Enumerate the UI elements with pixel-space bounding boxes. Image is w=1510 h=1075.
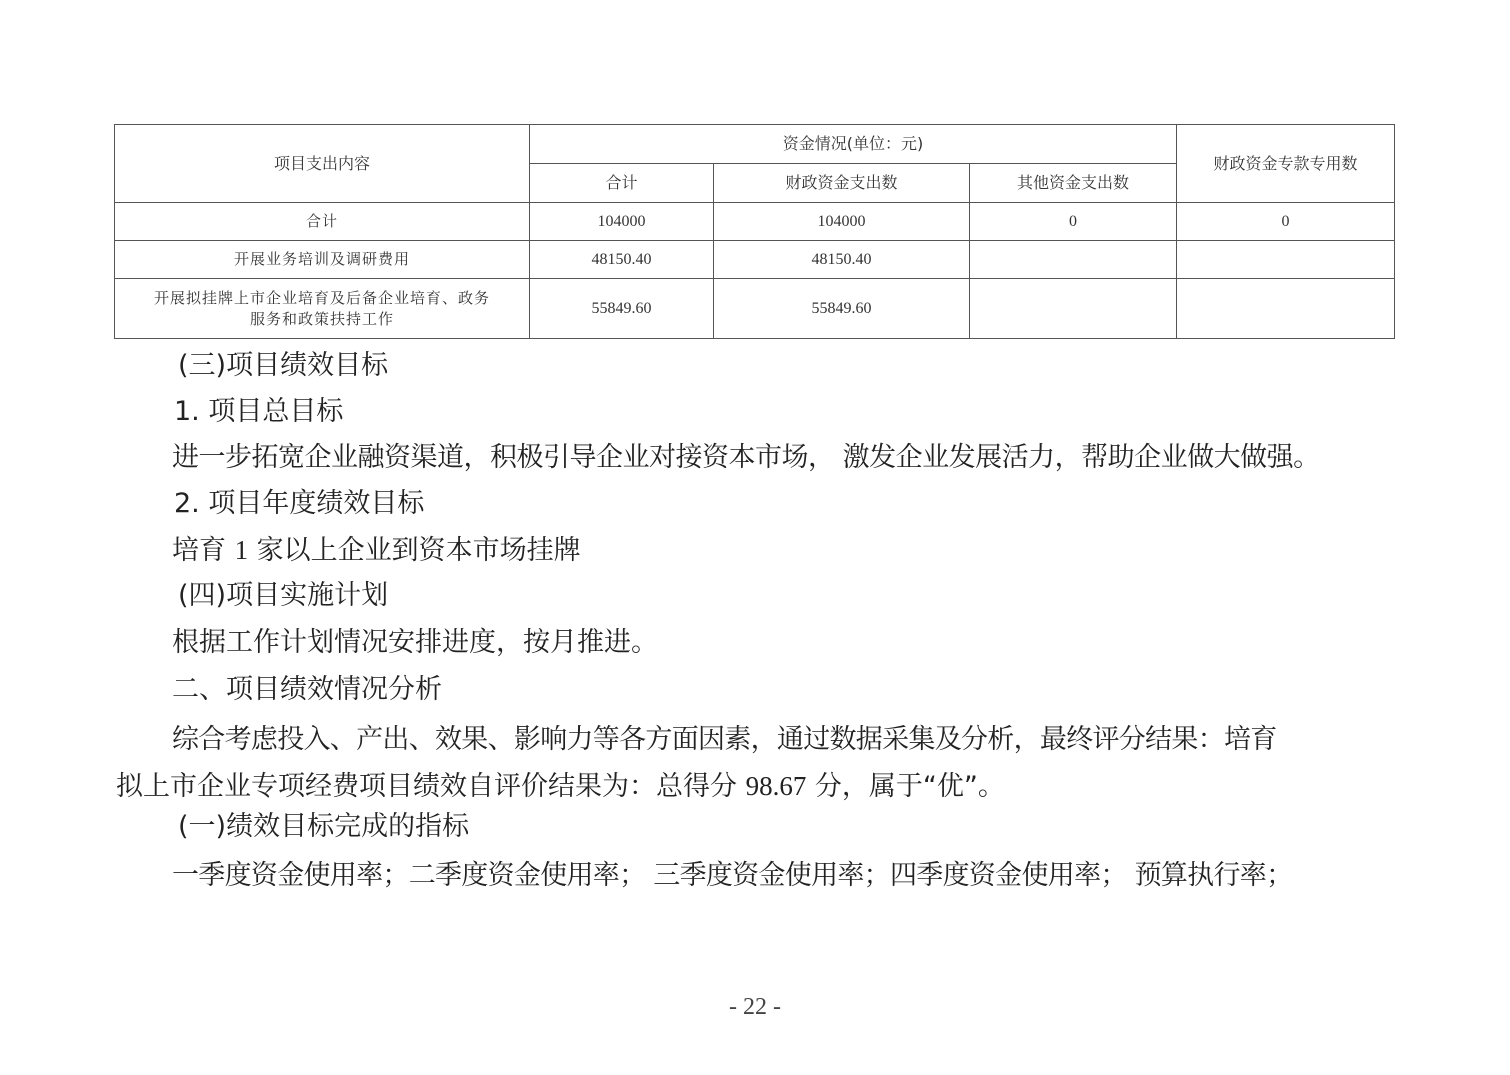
- header-fiscal: 财政资金支出数: [714, 164, 970, 203]
- header-content: 项目支出内容: [115, 125, 530, 203]
- paragraph-plan: 根据工作计划情况安排进度，按月推进。: [172, 627, 658, 658]
- row-special: [1177, 241, 1395, 279]
- page-number: - 22 -: [729, 994, 781, 1020]
- row-content-line2: 服务和政策扶持工作: [249, 309, 394, 328]
- heading-goal-annual: 2. 项目年度绩效目标: [174, 488, 425, 519]
- heading-section-4: (四)项目实施计划: [178, 580, 389, 611]
- row-other: [970, 241, 1177, 279]
- paragraph-analysis-line2: [116, 770, 1005, 803]
- row-special: [1177, 279, 1395, 339]
- row-total: 48150.40: [530, 241, 714, 279]
- row-fiscal: 48150.40: [714, 241, 970, 279]
- paragraph-indicators: 一季度资金使用率；二季度资金使用率； 三季度资金使用率；四季度资金使用率； 预算执行率；: [172, 860, 1293, 891]
- table-row: [115, 203, 1395, 241]
- heading-sub-1: (一)绩效目标完成的指标: [178, 811, 470, 842]
- row-fiscal: 55849.60: [714, 279, 970, 339]
- row-content: 开展业务培训及调研费用: [115, 241, 530, 279]
- table-row: [115, 241, 1395, 279]
- row-fiscal: 104000: [714, 203, 970, 241]
- header-special: 财政资金专款专用数: [1177, 125, 1395, 203]
- heading-goal-overall: 1. 项目总目标: [174, 396, 344, 427]
- header-total: 合计: [530, 164, 714, 203]
- goal-annual-text-b: 家以上企业到资本市场挂牌: [248, 535, 581, 566]
- heading-part-2: 二、项目绩效情况分析: [172, 674, 442, 705]
- table-row: [115, 279, 1395, 339]
- row-content-line1: 开展拟挂牌上市企业培育及后备企业培育、政务: [153, 289, 490, 308]
- paragraph-analysis-line1: 综合考虑投入、产出、效果、影响力等各方面因素，通过数据采集及分析，最终评分结果：培育: [172, 724, 1277, 755]
- row-special: 0: [1177, 203, 1395, 241]
- row-total: 104000: [530, 203, 714, 241]
- analysis-score: 98.67: [745, 771, 807, 801]
- row-other: [970, 279, 1177, 339]
- analysis-text-b: 分，属于“优”。: [806, 771, 1005, 802]
- analysis-text-a: 拟上市企业专项经费项目绩效自评价结果为：总得分: [116, 771, 746, 802]
- row-content: 合计: [115, 203, 530, 241]
- header-fund-group: 资金情况(单位：元): [530, 125, 1177, 164]
- header-other: 其他资金支出数: [970, 164, 1177, 203]
- goal-annual-text-a: 培育: [172, 535, 235, 566]
- row-content: [115, 279, 530, 339]
- row-total: 55849.60: [530, 279, 714, 339]
- heading-section-3: (三)项目绩效目标: [178, 350, 389, 381]
- row-other: 0: [970, 203, 1177, 241]
- paragraph-goal-overall: 进一步拓宽企业融资渠道，积极引导企业对接资本市场， 激发企业发展活力，帮助企业做大做强。: [172, 442, 1320, 473]
- paragraph-goal-annual: [172, 534, 581, 567]
- goal-annual-number: 1: [234, 535, 249, 565]
- fund-table: [114, 124, 1395, 339]
